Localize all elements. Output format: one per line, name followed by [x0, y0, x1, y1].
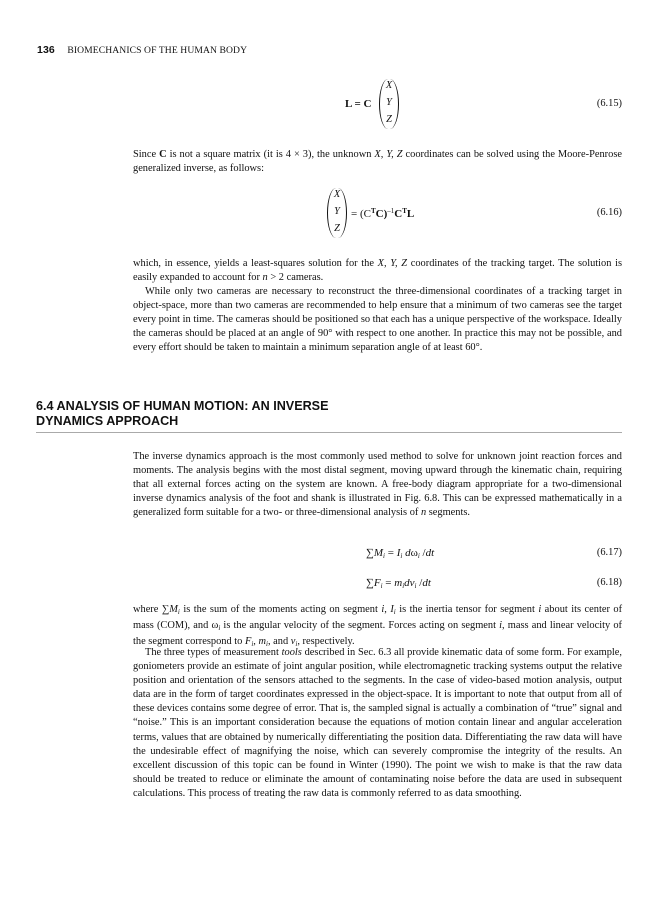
- section-divider: [36, 432, 622, 433]
- running-title: BIOMECHANICS OF THE HUMAN BODY: [67, 45, 248, 56]
- equation-6-15: [345, 98, 371, 110]
- matrix-entry: X: [333, 189, 341, 200]
- eq-6-16-rhs: [351, 207, 414, 220]
- paragraph: While only two cameras are necessary to reconstruct the three-dimensional coordinates of a tracking target in object-space, more than two cameras are recommended to help ensure that a minimum of two cameras see the target every point in time. The cameras should be positioned so that each has a unique perspective of the workspace. Ideally the cameras should be placed at an angle of 90° with respect to one another. In practice this may not be possible, and every effort should be taken to maintain a minimum separation angle of at least 60°.: [133, 286, 622, 354]
- section-heading-line: DYNAMICS APPROACH: [36, 413, 179, 428]
- eq-text: –1: [387, 207, 395, 215]
- matrix-entry: Y: [386, 97, 392, 108]
- equation-number: (6.18): [596, 577, 622, 588]
- eq-text: T: [370, 207, 376, 215]
- eq-text: C): [375, 208, 388, 220]
- paragraph: The three types of measurement tools described in Sec. 6.3 all provide kinematic data of some form. For example, goniometers provide an estimate of joint angular position, while electromagnetic tracking systems output the relative position and orientation of the sensors attached to the segments. In the case of video-based motion analysis, output data are in the form of target coordinates expressed in the object-space. It is important to note that output from all of these devices contains some degree of error. That is, the sampled signal is actually a combination of “true” signal and “noise.” This is an important consideration because the equations of motion contain linear and angular acceleration terms, values that are obtained by numerically differentiating the position data. Differentiating the raw data will have the undesirable effect of magnifying the noise, which can severely compromise the integrity of the results. An excellent discussion of this topic can be found in Winter (1990). The point we wish to make is that the raw data should be treated to reduce or eliminate the amount of contaminating noise before the data are used in subsequent calculations. This process of treating the raw data is commonly referred to as data smoothing.: [133, 647, 623, 799]
- section-heading-line: 6.4 ANALYSIS OF HUMAN MOTION: AN INVERSE: [36, 399, 329, 413]
- eq-text: = (C: [351, 208, 371, 220]
- equation-6-18: $\sum F_i = m_idv_i$ /dt: [366, 577, 431, 590]
- paragraph: where $\sum M_i$ is the sum of the moments acting on segment i, $I_i$ is the inertia tensor for segment i about its center of mass (COM), and $\omega_i$ is the angular velocity of the segment. Forces acting on segment i, mass and linear velocity of the segment correspond to $F_i$, $m_i$, and $v_i$, respectively.: [133, 604, 623, 649]
- running-header: [37, 44, 247, 56]
- eq-6-15-matrix: [379, 79, 399, 129]
- equation-number: (6.16): [596, 207, 622, 218]
- matrix-entry: Z: [386, 114, 392, 125]
- matrix-entry: Y: [334, 206, 340, 217]
- equation-6-17: $\sum M_i = I_i$ $d\omega_i$ /dt: [366, 547, 435, 560]
- paragraph: Since C is not a square matrix (it is 4 × 3), the unknown X, Y, Z coordinates can be solved using the Moore-Penrose generalized inverse, as follows:: [133, 149, 622, 175]
- equation-number: (6.15): [596, 98, 622, 109]
- eq-text: C: [394, 208, 403, 220]
- eq-text: L: [406, 208, 415, 220]
- section-heading: [36, 399, 596, 428]
- paragraph: which, in essence, yields a least-squares solution for the X, Y, Z coordinates of the tracking target. The solution is easily expanded to account for n > 2 cameras.: [133, 258, 623, 284]
- page-number: 136: [37, 44, 55, 56]
- matrix-entry: X: [385, 80, 393, 91]
- equation-number: (6.17): [596, 547, 622, 558]
- eq-text: T: [402, 207, 407, 215]
- matrix-entry: Z: [334, 223, 340, 234]
- paragraph: The inverse dynamics approach is the most commonly used method to solve for unknown joint reaction forces and moments. The analysis begins with the most distal segment, moving upward through the kinematic chain, requiring that all external forces acting on the system are known. A free-body diagram appropriate for a two-dimensional inverse dynamics analysis of the foot and shank is illustrated in Fig. 6.8. This can be expressed mathematically in a generalized form suitable for a two- or three-dimensional analysis of n segments.: [133, 451, 622, 519]
- eq-6-15-lhs: L = C: [345, 98, 372, 110]
- eq-6-16-matrix: [327, 188, 347, 238]
